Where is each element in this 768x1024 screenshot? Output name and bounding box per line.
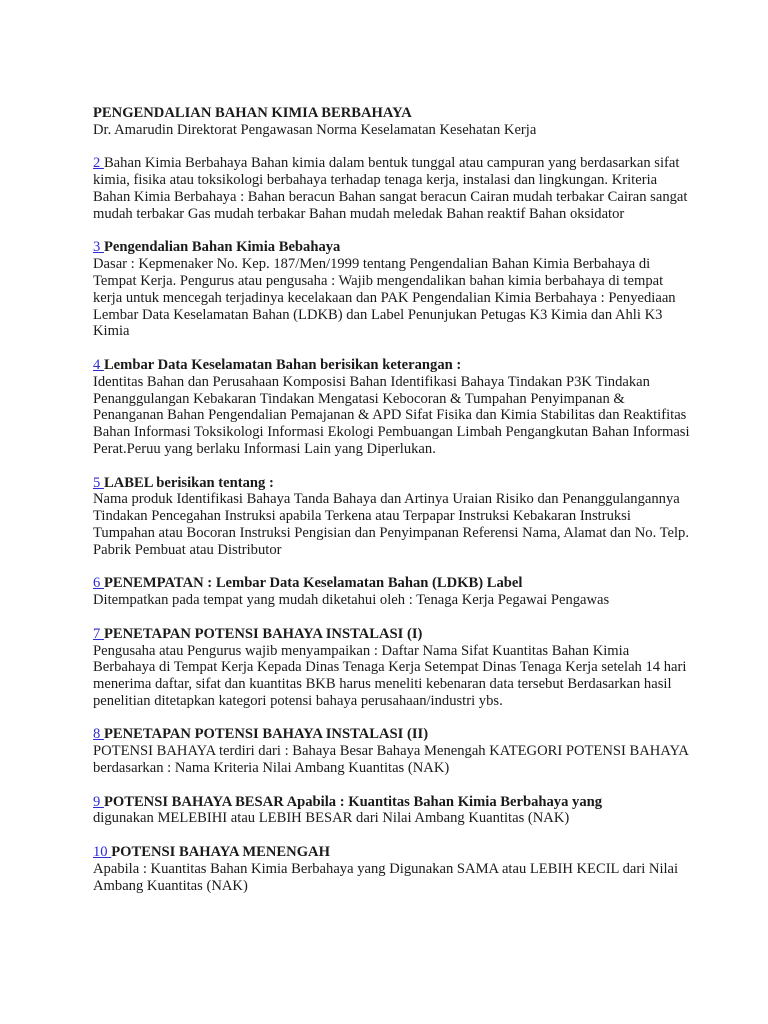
section-body: Dasar : Kepmenaker No. Kep. 187/Men/1999 tentang Pengendalian Bahan Kimia Berbahaya di Tempat Kerja. Pengurus atau pengusaha : Wajib mengendalikan bahan kimia berbahaya di tempat kerja untuk mencegah terjadinya kecelakaan dan PAK Pengendalian Kimia Berbahaya : Penyediaan Lembar Data Keselamatan Bahan (LDKB) dan Label Penunjukan Petugas K3 Kimia dan Ahli K3 Kimia <box>93 256 676 340</box>
section-9 <box>93 794 693 828</box>
section-body: Apabila : Kuantitas Bahan Kimia Berbahaya yang Digunakan SAMA atau LEBIH KECIL dari Nilai Ambang Kuantitas (NAK) <box>93 860 679 894</box>
section-4 <box>93 357 693 458</box>
section-heading-line <box>93 726 693 743</box>
section-body: Identitas Bahan dan Perusahaan Komposisi Bahan Identifikasi Bahaya Tindakan P3K Tindakan Penanggulangan Kebakaran Tindakan Mengatasi Kebocoran & Tumpahan Penyimpanan & Penanganan Bahan Pengendalian Pemajanan & APD Sifat Fisika dan Kimia Stabilitas dan Reaktifitas Bahan Informasi Toksikologi Informasi Ekologi Pembuangan Limbah Pengangkutan Bahan Informasi Perat.Peruu yang berlaku Informasi Lain yang Diperlukan. <box>93 373 690 457</box>
page-number-link[interactable]: 9 <box>93 793 104 810</box>
page-number-link[interactable]: 3 <box>93 239 104 256</box>
section-heading-line <box>93 575 693 592</box>
section-7 <box>93 626 693 710</box>
page-number-link[interactable]: 5 <box>93 474 104 491</box>
section-heading-line <box>93 475 693 492</box>
section-10 <box>93 844 693 894</box>
section-body: Nama produk Identifikasi Bahaya Tanda Bahaya dan Artinya Uraian Risiko dan Penanggulangannya Tindakan Pencegahan Instruksi apabila Terkena atau Terpapar Instruksi Kebakaran Instruksi Tumpahan atau Bocoran Instruksi Pengisian dan Penyimpanan Referensi Nama, Alamat dan No. Telp. Pabrik Pembuat atau Distributor <box>93 491 689 558</box>
document-page <box>93 105 693 911</box>
section-body: Pengusaha atau Pengurus wajib menyampaikan : Daftar Nama Sifat Kuantitas Bahan Kimia Berbahaya di Tempat Kerja Kepada Dinas Tenaga Kerja Setempat Dinas Tenaga Kerja setelah 14 hari menerima daftar, sifat dan kuantitas BKB harus meneliti kebenaran data tersebut Berdasarkan hasil penelitian ditetapkan kategori potensi bahaya perusahaan/industri ybs. <box>93 642 687 709</box>
section-body: POTENSI BAHAYA terdiri dari : Bahaya Besar Bahaya Menengah KATEGORI POTENSI BAHAYA berdasarkan : Nama Kriteria Nilai Ambang Kuantitas (NAK) <box>93 743 689 777</box>
section-heading-line <box>93 794 693 811</box>
section-8 <box>93 726 693 776</box>
document-title: PENGENDALIAN BAHAN KIMIA BERBAHAYA <box>93 105 412 121</box>
section-2 <box>93 155 693 222</box>
section-3 <box>93 239 693 340</box>
section-heading: PENETAPAN POTENSI BAHAYA INSTALASI (II) <box>103 726 429 743</box>
section-heading: PENETAPAN POTENSI BAHAYA INSTALASI (I) <box>103 625 423 642</box>
section-6 <box>93 575 693 609</box>
section-heading: PENEMPATAN : Lembar Data Keselamatan Bahan (LDKB) Label <box>103 575 523 592</box>
page-number-link[interactable]: 7 <box>93 625 104 642</box>
section-heading: LABEL berisikan tentang : <box>103 474 274 491</box>
section-heading: Lembar Data Keselamatan Bahan berisikan keterangan : <box>103 356 462 373</box>
section-heading: POTENSI BAHAYA BESAR Apabila : Kuantitas Bahan Kimia Berbahaya yang <box>103 793 603 810</box>
document-author: Dr. Amarudin Direktorat Pengawasan Norma Keselamatan Kesehatan Kerja <box>93 121 537 138</box>
page-number-link[interactable]: 6 <box>93 575 104 592</box>
section-heading: Pengendalian Bahan Kimia Bebahaya <box>103 239 341 256</box>
section-heading-line <box>93 844 693 861</box>
section-heading-line <box>93 155 693 222</box>
page-number-link[interactable]: 10 <box>93 844 112 861</box>
section-heading-line <box>93 626 693 643</box>
section-heading-line <box>93 239 693 256</box>
page-number-link[interactable]: 2 <box>93 155 104 172</box>
page-number-link[interactable]: 4 <box>93 356 104 373</box>
section-body: digunakan MELEBIHI atau LEBIH BESAR dari Nilai Ambang Kuantitas (NAK) <box>93 810 570 827</box>
section-body: Ditempatkan pada tempat yang mudah diketahui oleh : Tenaga Kerja Pegawai Pengawas <box>93 592 610 609</box>
page-number-link[interactable]: 8 <box>93 726 104 743</box>
section-5 <box>93 475 693 559</box>
section-heading-line <box>93 357 693 374</box>
section-inline-text: Bahan Kimia Berbahaya Bahan kimia dalam bentuk tunggal atau campuran yang berdasarkan sifat kimia, fisika atau toksikologi berbahaya terhadap tenaga kerja, instalasi dan lingkungan. Kriteria Bahan Kimia Berbahaya : Bahan beracun Bahan sangat beracun Cairan mudah terbakar Cairan sangat mudah terbakar Gas mudah terbakar Bahan mudah meledak Bahan reaktif Bahan oksidator <box>93 155 688 222</box>
section-heading: POTENSI BAHAYA MENENGAH <box>111 844 330 861</box>
